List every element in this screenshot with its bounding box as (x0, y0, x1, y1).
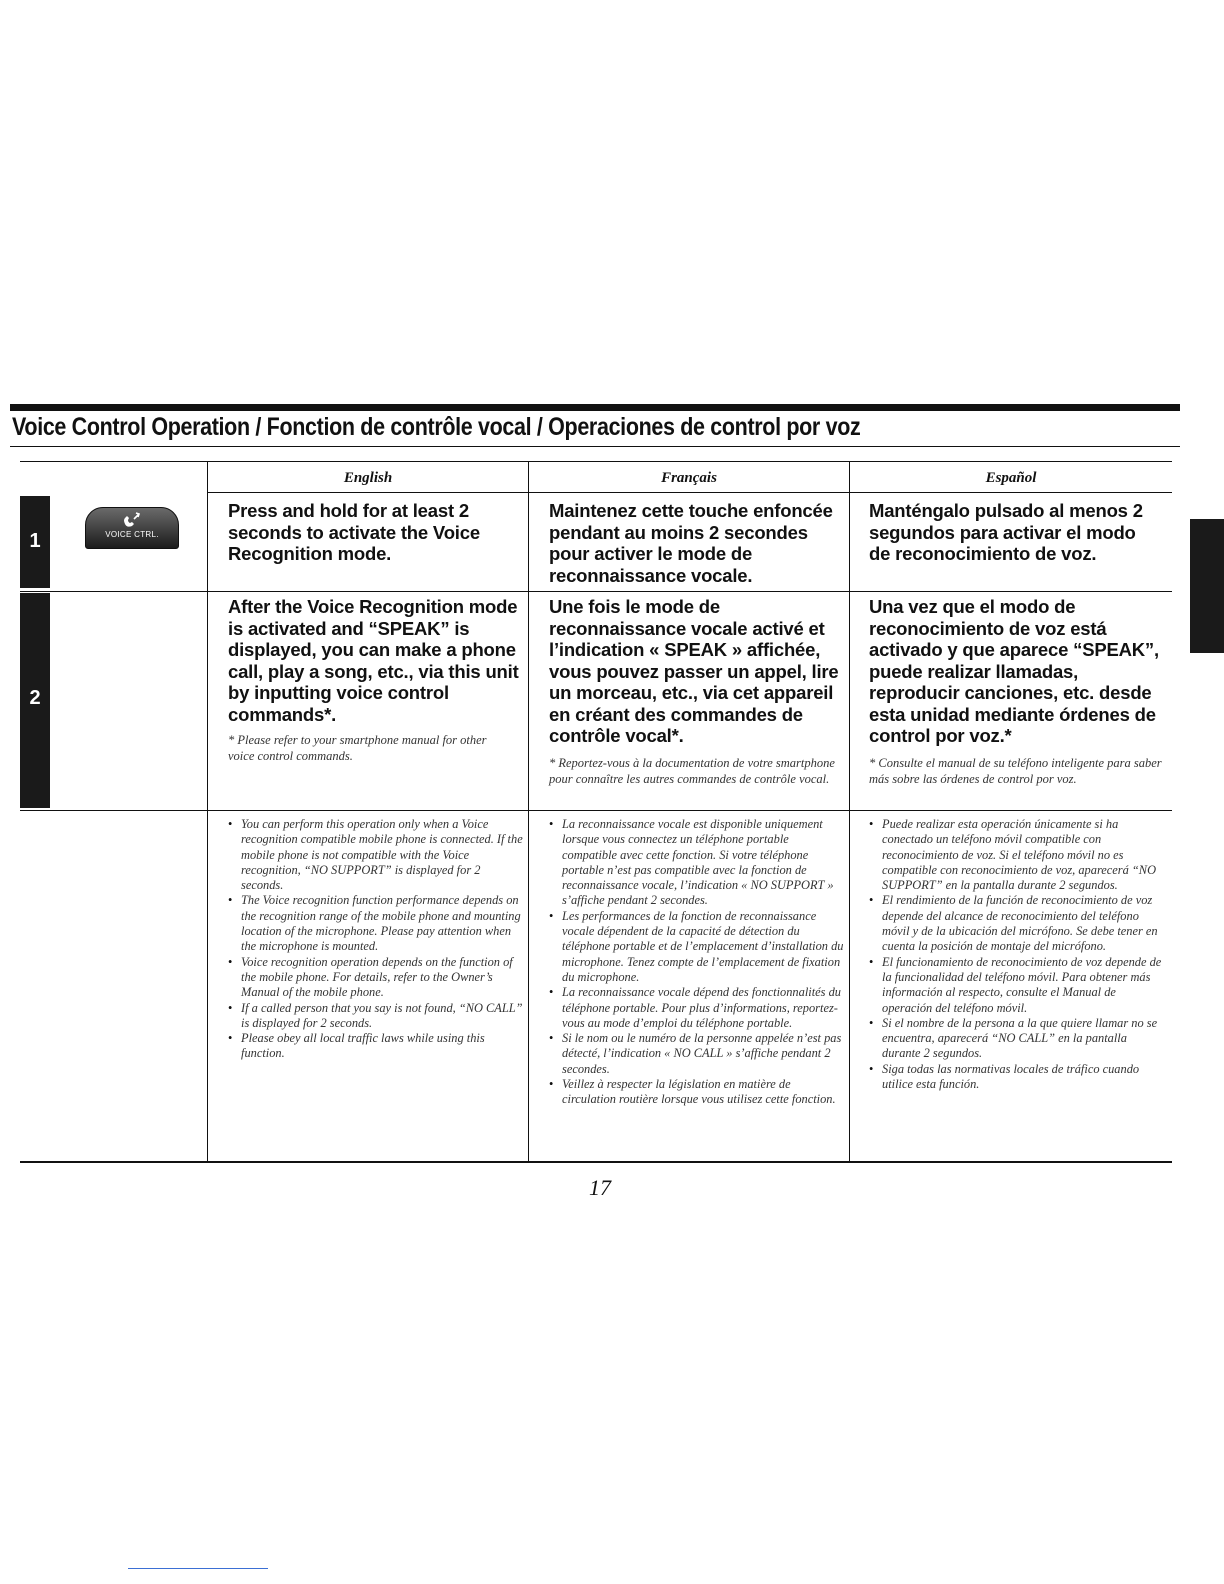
table-col-divider-3 (849, 461, 850, 1162)
step-2-french-note: * Reportez-vous à la documentation de votre smartphone pour connaître les autres commandes de contrôle vocal. (549, 756, 835, 786)
voice-ctrl-button (85, 507, 179, 549)
step-1-french: Maintenez cette touche enfoncée pendant au moins 2 secondes pour activer le mode de reconnaissance vocale. (549, 500, 833, 586)
page-title: Voice Control Operation / Fonction de contrôle vocal / Operaciones de control por voz (12, 413, 861, 441)
list-item: • Voice recognition operation depends on the function of the mobile phone. For details, refer to the Owner’s Manual of the mobile phone. (228, 955, 523, 1001)
list-item: • Please obey all local traffic laws while using this function. (228, 1031, 523, 1062)
list-item: • Siga todas las normativas locales de tráfico cuando utilice esta función. (869, 1062, 1165, 1093)
step-1-number: 1 (29, 530, 41, 552)
notes-spanish (869, 817, 1165, 1092)
table-col-divider-2 (528, 461, 529, 1162)
step-2-english: After the Voice Recognition mode is activated and “SPEAK” is displayed, you can make a phone call, play a song, etc., via this unit by inputting voice control commands*. (228, 596, 519, 725)
column-header-french: Français (661, 470, 717, 486)
title-rule (10, 446, 1180, 447)
list-item: • Veillez à respecter la législation en matière de circulation routière lorsque vous utilisez cette fonction. (549, 1077, 845, 1108)
list-item: • Si le nom ou le numéro de la personne appelée n’est pas détecté, l’indication « NO CALL » s’affiche pendant 2 secondes. (549, 1031, 845, 1077)
notes-english (228, 817, 523, 1062)
table-rule-step1 (20, 591, 1172, 592)
table-rule-bottom (20, 1161, 1172, 1163)
list-item: • Les performances de la fonction de reconnaissance vocale dépendent de la capacité de détection du téléphone portable et de l’emplacement d’installation du microphone. Tenez compte de l’emplacement de fixation du microphone. (549, 909, 845, 985)
table-col-divider-1 (207, 461, 208, 1162)
step-2-spanish: Una vez que el modo de reconocimiento de voz está activado y que aparece “SPEAK”, puede realizar llamadas, reproducir canciones, etc. desde esta unidad mediante órdenes de control por voz.* (869, 596, 1159, 746)
list-item: • Si el nombre de la persona a la que quiere llamar no se encuentra, aparecerá “NO CALL” en la pantalla durante 2 segundos. (869, 1016, 1165, 1062)
section-side-tab (1190, 519, 1224, 653)
phone-icon (122, 511, 142, 529)
list-item: • El rendimiento de la función de reconocimiento de voz depende del alcance de reconocimiento del teléfono móvil y de la ubicación del micrófono. Se debe tener en cuenta la posición de montaje del micrófono. (869, 893, 1165, 954)
list-item: • The Voice recognition function performance depends on the recognition range of the mobile phone and mounting location of the microphone. Please pay attention when the microphone is mounted. (228, 893, 523, 954)
table-rule-header (208, 492, 1172, 493)
list-item: • La reconnaissance vocale dépend des fonctionnalités du téléphone portable. Pour plus d’informations, reportez-vous au mode d’emploi du téléphone portable. (549, 985, 845, 1031)
voice-ctrl-label: VOICE CTRL. (105, 530, 159, 539)
column-header-english: English (343, 470, 393, 486)
step-1-english: Press and hold for at least 2 seconds to activate the Voice Recognition mode. (228, 500, 480, 564)
column-header-spanish: Español (985, 470, 1037, 486)
list-item: • Puede realizar esta operación únicamente si ha conectado un teléfono móvil compatible con reconocimiento de voz. Si el teléfono móvil no es compatible con reconocimiento de voz, aparecerá “NO SUPPORT” en la pantalla durante 2 segundos. (869, 817, 1165, 893)
top-rule (10, 404, 1180, 411)
notes-french (549, 817, 845, 1108)
list-item: • You can perform this operation only when a Voice recognition compatible mobile phone is connected. If the mobile phone is not compatible with the Voice recognition, “NO SUPPORT” is displayed for 2 seconds. (228, 817, 523, 893)
footer-link-line (128, 1568, 268, 1569)
step-2-english-note: * Please refer to your smartphone manual for other voice control commands. (228, 733, 487, 763)
table-rule-step2 (20, 810, 1172, 811)
step-2-number: 2 (29, 687, 41, 709)
list-item: • La reconnaissance vocale est disponible uniquement lorsque vous connectez un téléphone portable compatible avec cette fonction. Si votre téléphone portable n’est pas compatible avec la fonction de reconnaissance vocale, l’indication « NO SUPPORT » s’affiche pendant 2 secondes. (549, 817, 845, 909)
step-1-spanish: Manténgalo pulsado al menos 2 segundos para activar el modo de reconocimiento de voz. (869, 500, 1143, 564)
list-item: • El funcionamiento de reconocimiento de voz depende de la funcionalidad del teléfono móvil. Para obtener más información al respecto, consulte el Manual de operación del teléfono móvil. (869, 955, 1165, 1016)
step-2-spanish-note: * Consulte el manual de su teléfono inteligente para saber más sobre las órdenes de control por voz. (869, 756, 1162, 786)
step-2-french: Une fois le mode de reconnaissance vocale activé et l’indication « SPEAK » affichée, vous pouvez passer un appel, lire un morceau, etc., via cet appareil en créant des commandes de contrôle vocal*. (549, 596, 839, 746)
list-item: • If a called person that you say is not found, “NO CALL” is displayed for 2 seconds. (228, 1001, 523, 1032)
page-number: 17 (589, 1175, 611, 1200)
table-rule-top (20, 461, 1172, 462)
